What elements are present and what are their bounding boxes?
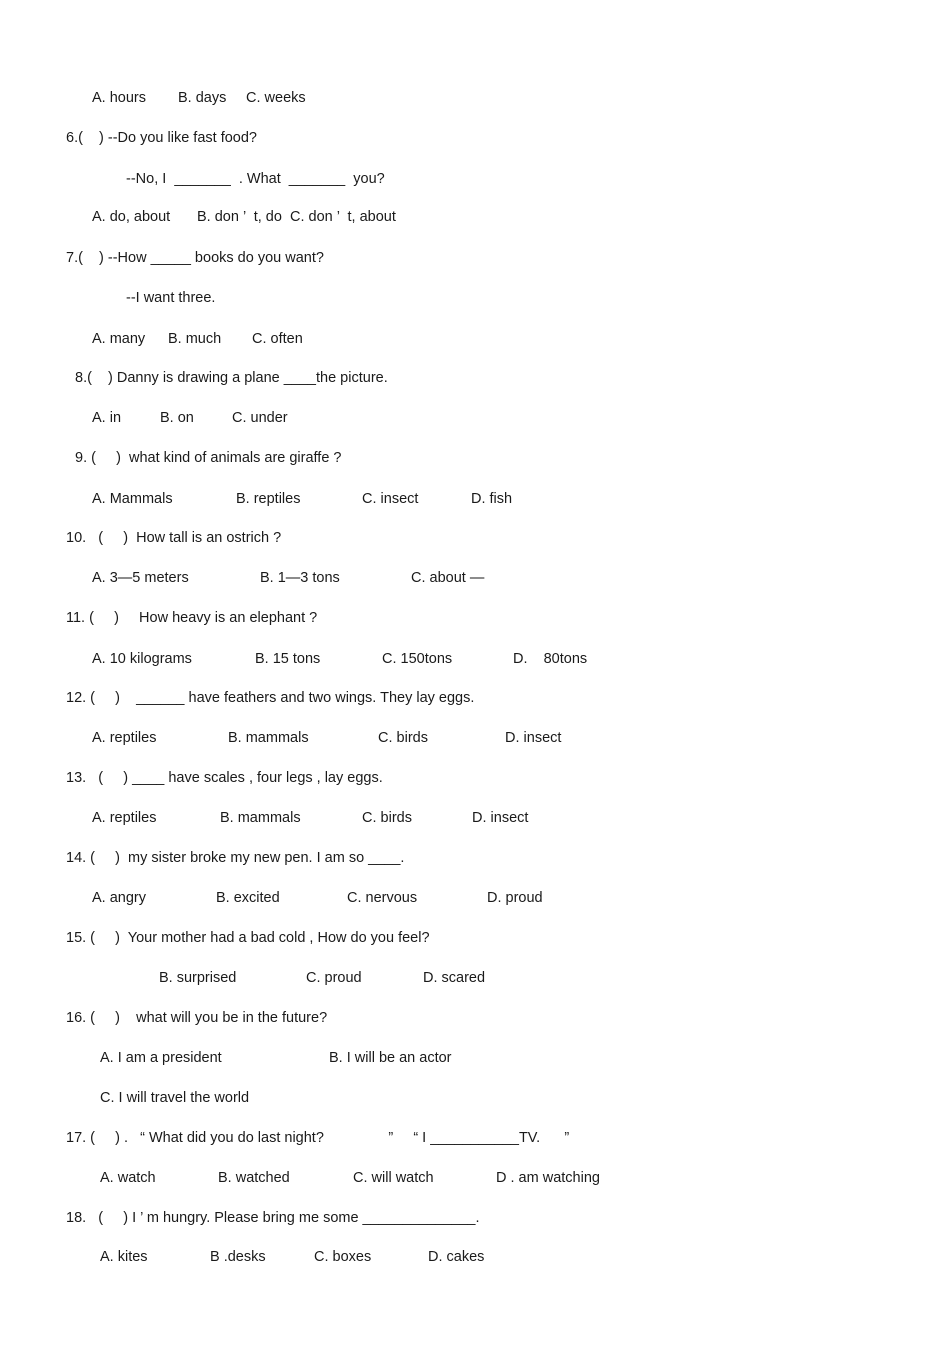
question-16: 16. ( ) what will you be in the future? [66,1010,328,1026]
q10-option-b: B. 1—3 tons [260,570,340,586]
question-7: 7.( ) --How _____ books do you want? [66,250,324,266]
q5-option-c: C. weeks [246,90,306,106]
q17-option-a: A. watch [100,1170,156,1186]
q18-option-a: A. kites [100,1249,148,1265]
q16-option-b: B. I will be an actor [329,1050,452,1066]
q16-option-c: C. I will travel the world [100,1090,250,1106]
q5-option-b: B. days [178,90,227,106]
q18-option-b: B .desks [210,1249,266,1265]
question-6-answer-line: --No, I _______ . What _______ you? [126,171,385,187]
q12-option-d: D. insect [505,730,562,746]
q12-option-c: C. birds [378,730,428,746]
question-6: 6.( ) --Do you like fast food? [66,130,257,146]
q17-option-d: D . am watching [496,1170,600,1186]
q14-option-c: C. nervous [347,890,418,906]
question-10: 10. ( ) How tall is an ostrich ? [66,530,282,546]
q11-option-b: B. 15 tons [255,651,321,667]
q11-option-c: C. 150tons [382,651,453,667]
q8-option-b: B. on [160,410,194,426]
q17-option-c: C. will watch [353,1170,434,1186]
q11-option-a: A. 10 kilograms [92,651,192,667]
q7-option-b: B. much [168,331,222,347]
q16-option-a: A. I am a president [100,1050,222,1066]
q14-option-b: B. excited [216,890,280,906]
q14-option-d: D. proud [487,890,543,906]
question-15: 15. ( ) Your mother had a bad cold , How do you feel? [66,930,430,946]
q14-option-a: A. angry [92,890,146,906]
q10-option-a: A. 3—5 meters [92,570,189,586]
question-13: 13. ( ) ____ have scales , four legs , lay eggs. [66,770,383,786]
q15-option-b: B. surprised [159,970,237,986]
q12-option-b: B. mammals [228,730,309,746]
question-9: 9. ( ) what kind of animals are giraffe ? [75,450,342,466]
q17-option-b: B. watched [218,1170,290,1186]
q15-option-d: D. scared [423,970,486,986]
question-11: 11. ( ) How heavy is an elephant ? [66,610,318,626]
q9-option-a: A. Mammals [92,491,173,507]
q10-option-c: C. about — [411,570,485,586]
q12-option-a: A. reptiles [92,730,157,746]
question-7-answer-line: --I want three. [126,290,216,306]
q18-option-c: C. boxes [314,1249,372,1265]
q8-option-c: C. under [232,410,288,426]
question-8: 8.( ) Danny is drawing a plane ____the picture. [75,370,388,386]
question-18: 18. ( ) I ’ m hungry. Please bring me some ______________. [66,1210,480,1226]
q9-option-d: D. fish [471,491,513,507]
q15-option-c: C. proud [306,970,362,986]
q11-option-d: D. 80tons [513,651,588,667]
question-12: 12. ( ) ______ have feathers and two wings. They lay eggs. [66,690,475,706]
q6-option-b: B. don ’ t, do [197,209,282,225]
q13-option-a: A. reptiles [92,810,157,826]
q13-option-c: C. birds [362,810,412,826]
q9-option-b: B. reptiles [236,491,301,507]
q18-option-d: D. cakes [428,1249,485,1265]
q6-option-c: C. don ’ t, about [290,209,396,225]
q7-option-a: A. many [92,331,146,347]
q7-option-c: C. often [252,331,303,347]
q13-option-d: D. insect [472,810,529,826]
question-17: 17. ( ) . “ What did you do last night? ” “ I ___________TV. ” [66,1130,570,1146]
q13-option-b: B. mammals [220,810,301,826]
q5-option-a: A. hours [92,90,146,106]
q6-option-a: A. do, about [92,209,171,225]
question-14: 14. ( ) my sister broke my new pen. I am so ____. [66,850,405,866]
q9-option-c: C. insect [362,491,419,507]
q8-option-a: A. in [92,410,122,426]
